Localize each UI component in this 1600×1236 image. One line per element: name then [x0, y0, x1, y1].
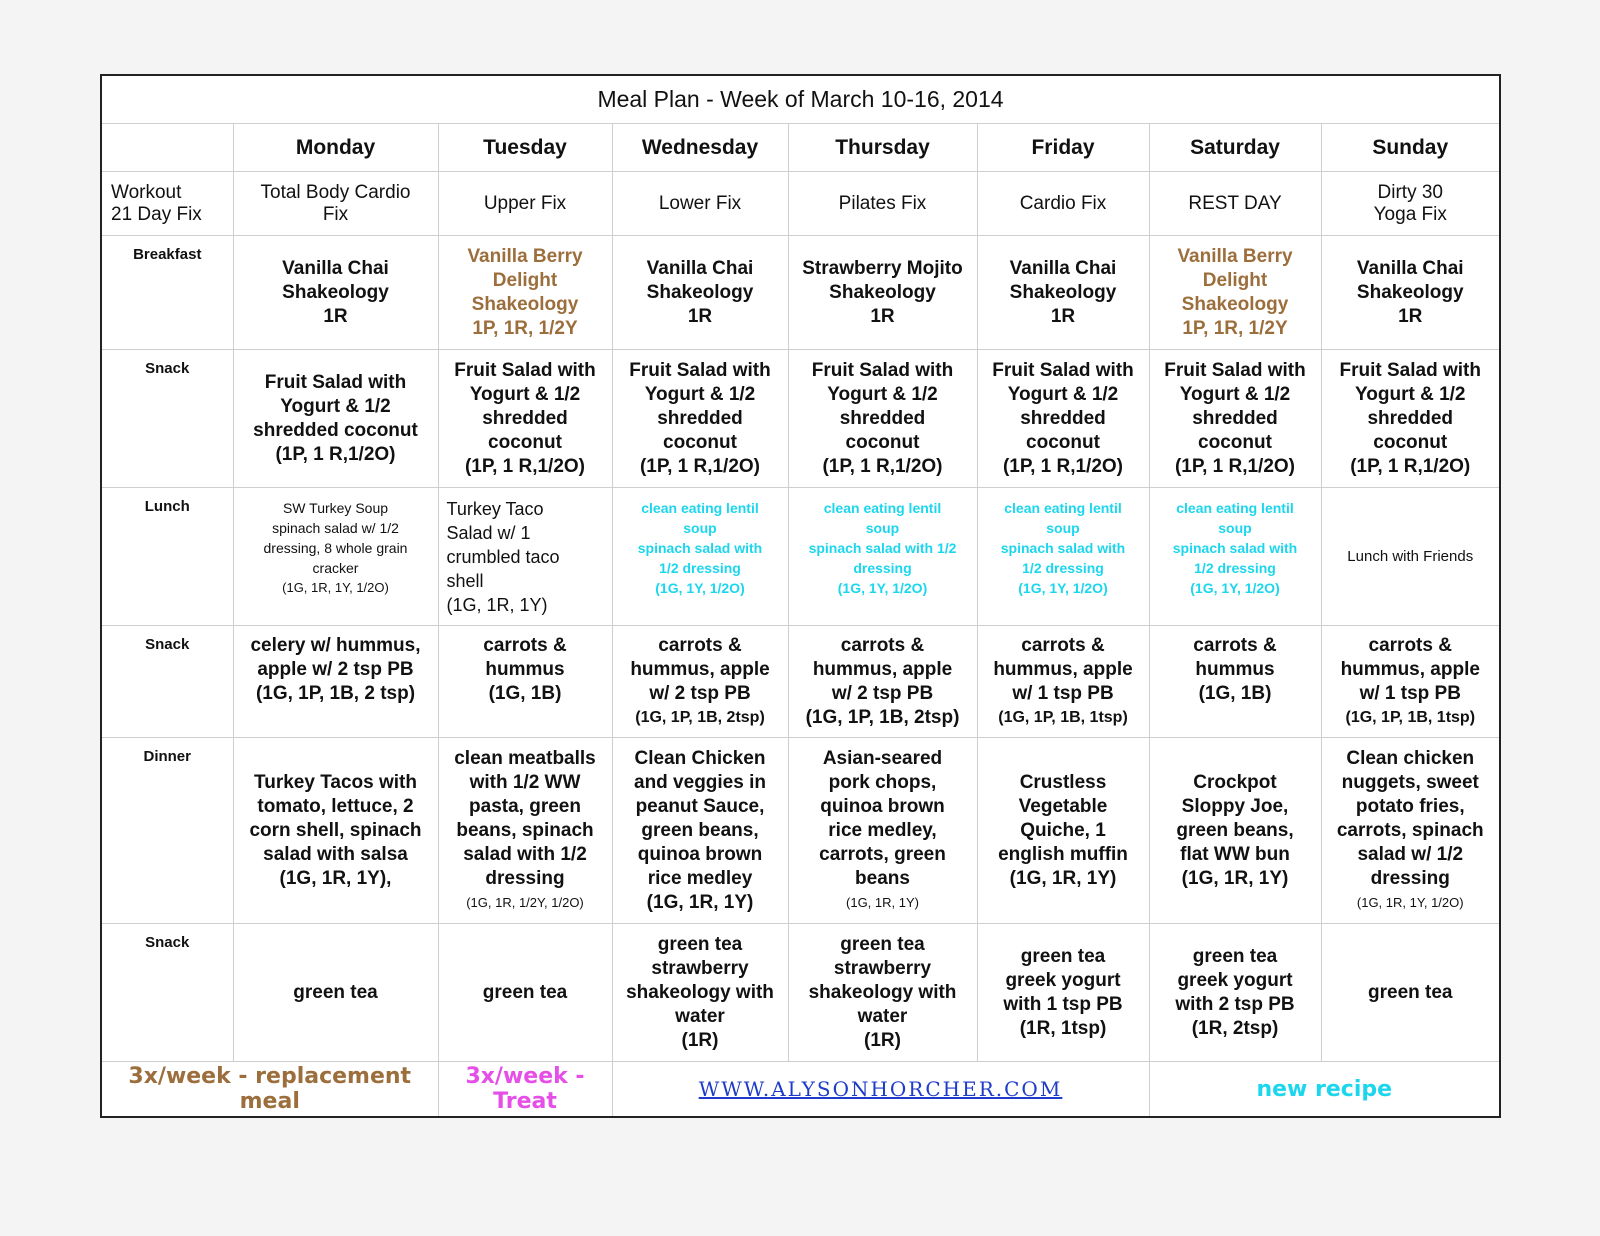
- meal-cell: Fruit Salad with Yogurt & 1/2 shredded coconut (1P, 1 R,1/2O): [977, 350, 1149, 488]
- meal-cell: Vanilla Chai Shakeology 1R: [233, 236, 438, 350]
- row-label-breakfast: Breakfast: [101, 236, 233, 350]
- workout-cell: Dirty 30 Yoga Fix: [1321, 172, 1500, 236]
- meal-cell-replacement: Vanilla Berry Delight Shakeology 1P, 1R, 1/2Y: [438, 236, 612, 350]
- row-label-snack: Snack: [101, 924, 233, 1062]
- meal-cell: green tea: [1321, 924, 1500, 1062]
- meal-cell: Lunch with Friends: [1321, 488, 1500, 626]
- row-label-lunch: Lunch: [101, 488, 233, 626]
- workout-cell: REST DAY: [1149, 172, 1321, 236]
- meal-cell: Fruit Salad with Yogurt & 1/2 shredded coconut (1P, 1 R,1/2O): [1321, 350, 1500, 488]
- meal-cell: Fruit Salad with Yogurt & 1/2 shredded coconut (1P, 1 R,1/2O): [1149, 350, 1321, 488]
- row-label-snack: Snack: [101, 350, 233, 488]
- legend-replacement-meal: 3x/week - replacement meal: [101, 1062, 438, 1118]
- meal-cell: carrots & hummus (1G, 1B): [438, 626, 612, 738]
- meal-cell: green tea: [438, 924, 612, 1062]
- workout-cell: Upper Fix: [438, 172, 612, 236]
- meal-cell: carrots & hummus, apple w/ 1 tsp PB (1G, 1P, 1B, 1tsp): [977, 626, 1149, 738]
- meal-cell: Crustless Vegetable Quiche, 1 english muffin (1G, 1R, 1Y): [977, 738, 1149, 924]
- day-header: Friday: [977, 124, 1149, 172]
- meal-cell-new-recipe: clean eating lentil soup spinach salad with 1/2 dressing (1G, 1Y, 1/2O): [788, 488, 977, 626]
- meal-cell: carrots & hummus (1G, 1B): [1149, 626, 1321, 738]
- day-header-row: [101, 124, 1500, 172]
- workout-cell: Pilates Fix: [788, 172, 977, 236]
- meal-cell: Clean Chicken and veggies in peanut Sauce, green beans, quinoa brown rice medley (1G, 1R, 1Y): [612, 738, 788, 924]
- workout-row: [101, 172, 1500, 236]
- meal-cell: Fruit Salad with Yogurt & 1/2 shredded coconut (1P, 1 R,1/2O): [612, 350, 788, 488]
- meal-cell: Crockpot Sloppy Joe, green beans, flat WW bun (1G, 1R, 1Y): [1149, 738, 1321, 924]
- day-header: Tuesday: [438, 124, 612, 172]
- website-cell: [612, 1062, 1149, 1118]
- lunch-row: [101, 488, 1500, 626]
- website-link[interactable]: WWW.ALYSONHORCHER.COM: [698, 1076, 1063, 1101]
- legend-row: [101, 1062, 1500, 1118]
- meal-cell: Turkey Taco Salad w/ 1 crumbled taco shell (1G, 1R, 1Y): [438, 488, 612, 626]
- meal-cell: SW Turkey Soup spinach salad w/ 1/2 dressing, 8 whole grain cracker (1G, 1R, 1Y, 1/2O): [233, 488, 438, 626]
- meal-cell-replacement: Vanilla Berry Delight Shakeology 1P, 1R, 1/2Y: [1149, 236, 1321, 350]
- snack-row-1: [101, 350, 1500, 488]
- workout-cell: Lower Fix: [612, 172, 788, 236]
- day-header: Wednesday: [612, 124, 788, 172]
- meal-cell: carrots & hummus, apple w/ 2 tsp PB (1G, 1P, 1B, 2tsp): [788, 626, 977, 738]
- meal-cell: green tea: [233, 924, 438, 1062]
- meal-cell: green tea greek yogurt with 2 tsp PB (1R, 2tsp): [1149, 924, 1321, 1062]
- workout-label-line: Workout: [111, 181, 182, 203]
- workout-cell: Total Body Cardio Fix: [233, 172, 438, 236]
- meal-cell: Vanilla Chai Shakeology 1R: [977, 236, 1149, 350]
- corner-cell: [101, 124, 233, 172]
- meal-cell: Fruit Salad with Yogurt & 1/2 shredded coconut (1P, 1 R,1/2O): [788, 350, 977, 488]
- meal-cell: carrots & hummus, apple w/ 1 tsp PB (1G, 1P, 1B, 1tsp): [1321, 626, 1500, 738]
- meal-plan-table: [100, 74, 1501, 1118]
- meal-cell-new-recipe: clean eating lentil soup spinach salad with 1/2 dressing (1G, 1Y, 1/2O): [612, 488, 788, 626]
- snack-row-2: [101, 626, 1500, 738]
- day-header: Thursday: [788, 124, 977, 172]
- meal-cell: Strawberry Mojito Shakeology 1R: [788, 236, 977, 350]
- workout-label-line: 21 Day Fix: [111, 203, 202, 225]
- breakfast-row: [101, 236, 1500, 350]
- meal-cell: Vanilla Chai Shakeology 1R: [612, 236, 788, 350]
- day-header: Monday: [233, 124, 438, 172]
- workout-cell: Cardio Fix: [977, 172, 1149, 236]
- snack-row-3: [101, 924, 1500, 1062]
- legend-new-recipe: new recipe: [1149, 1062, 1500, 1118]
- meal-cell: Turkey Tacos with tomato, lettuce, 2 corn shell, spinach salad with salsa (1G, 1R, 1Y),: [233, 738, 438, 924]
- day-header: Sunday: [1321, 124, 1500, 172]
- row-label-dinner: Dinner: [101, 738, 233, 924]
- meal-cell: green tea greek yogurt with 1 tsp PB (1R, 1tsp): [977, 924, 1149, 1062]
- row-label-snack: Snack: [101, 626, 233, 738]
- day-header: Saturday: [1149, 124, 1321, 172]
- meal-cell: green tea strawberry shakeology with water (1R): [788, 924, 977, 1062]
- page-title: Meal Plan - Week of March 10-16, 2014: [101, 75, 1500, 124]
- meal-cell: Vanilla Chai Shakeology 1R: [1321, 236, 1500, 350]
- workout-label: [101, 172, 233, 236]
- meal-cell: celery w/ hummus, apple w/ 2 tsp PB (1G, 1P, 1B, 2 tsp): [233, 626, 438, 738]
- dinner-row: [101, 738, 1500, 924]
- legend-treat: 3x/week - Treat: [438, 1062, 612, 1118]
- meal-cell-new-recipe: clean eating lentil soup spinach salad with 1/2 dressing (1G, 1Y, 1/2O): [977, 488, 1149, 626]
- meal-cell: Fruit Salad with Yogurt & 1/2 shredded coconut (1P, 1 R,1/2O): [438, 350, 612, 488]
- meal-cell: Asian-seared pork chops, quinoa brown rice medley, carrots, green beans (1G, 1R, 1Y): [788, 738, 977, 924]
- meal-cell: carrots & hummus, apple w/ 2 tsp PB (1G, 1P, 1B, 2tsp): [612, 626, 788, 738]
- meal-cell: Clean chicken nuggets, sweet potato fries, carrots, spinach salad w/ 1/2 dressing (1G, 1R, 1Y, 1/2O): [1321, 738, 1500, 924]
- meal-cell: Fruit Salad with Yogurt & 1/2 shredded coconut (1P, 1 R,1/2O): [233, 350, 438, 488]
- meal-cell: clean meatballs with 1/2 WW pasta, green beans, spinach salad with 1/2 dressing (1G, 1R, 1/2Y, 1/2O): [438, 738, 612, 924]
- meal-cell: green tea strawberry shakeology with water (1R): [612, 924, 788, 1062]
- meal-cell-new-recipe: clean eating lentil soup spinach salad with 1/2 dressing (1G, 1Y, 1/2O): [1149, 488, 1321, 626]
